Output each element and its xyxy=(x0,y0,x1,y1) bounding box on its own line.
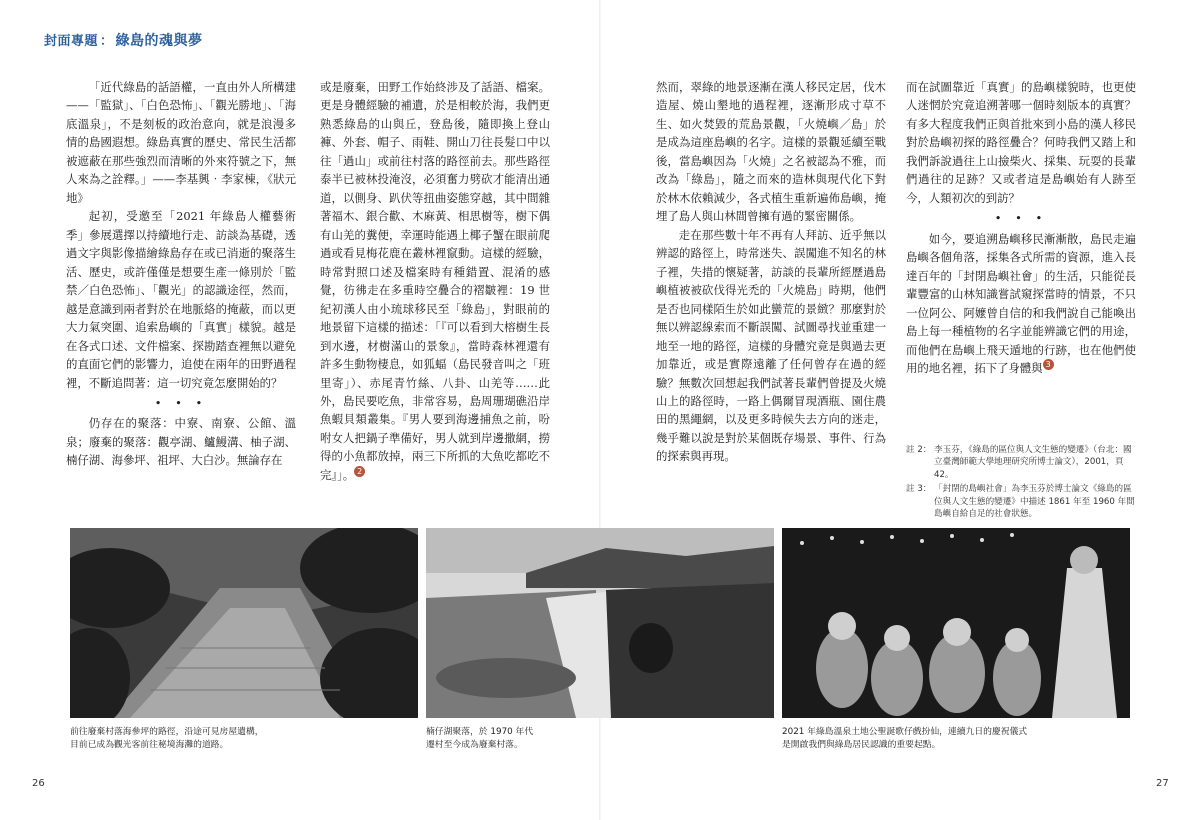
header-separator: ： xyxy=(100,34,114,49)
footnote xyxy=(906,444,1138,481)
photo-forest-path xyxy=(70,528,418,718)
article-title: 綠島的魂與夢 xyxy=(115,33,203,49)
text-column-1 xyxy=(66,78,296,470)
page-number-right: 27 xyxy=(1156,778,1169,789)
paragraph-text: 如今，要追溯島嶼移民漸漸散，島民走遍島嶼各個角落，採集各式所需的資源，進入長達百年的「封閉島嶼社會」的生活，只能從長輩豐富的山林知識嘗試窺探當時的情景，不只一位阿公、阿嬤曾自信的和我們說自己能喚出島上每一種植物的名字並能辨識它們的用途，而他們在島嶼上飛天遁地的行跡，也在他們使用的地名裡，拓下了身體與 xyxy=(906,231,1136,376)
footnote xyxy=(906,483,1138,520)
caption-line: 2021 年綠島溫泉土地公聖誕歌仔戲扮仙，連續九日的慶祝儀式 xyxy=(782,727,1028,737)
footnote-label: 註 3： xyxy=(906,484,932,495)
footnotes xyxy=(906,444,1138,523)
caption-line: 前往廢棄村落海參坪的路徑，沿途可見房屋遺構， xyxy=(70,727,264,737)
paragraph: 「近代綠島的話語權，一直由外人所構建 ——「監獄」、「白色恐怖」、「觀光勝地」、「海底溫泉」，不是刻板的政治意向，就是浪漫多情的島國遐想。綠島真實的歷史、常民生活都被遮蔽在那些強烈而清晰的外來符號之下，無人來為之詮釋。」——李基興‧李家棟，《狀元地》 xyxy=(66,80,296,205)
caption-line: 是開啟我們與綠島居民認識的重要起點。 xyxy=(782,740,941,751)
section-header xyxy=(44,30,203,50)
text-column-3 xyxy=(656,78,886,466)
paragraph xyxy=(906,230,1136,378)
paragraph: 然而，翠綠的地景逐漸在漢人移民定居，伐木造屋、燒山墾地的過程裡，逐漸形成寸草不生、如火焚毀的荒島景觀，「火燒嶼／島」於是成為這座島嶼的名字。這樣的景觀延續至戰後，當島嶼因為「火燒」之名被認為不雅，而改為「綠島」，隨之而來的造林與現代化下對於林木依賴減少，各式植生重新遍佈島嶼，掩埋了島人與山林間曾擁有過的緊密關係。 xyxy=(656,80,886,224)
section-label: 封面專題 xyxy=(44,34,99,49)
section-break: • • • xyxy=(994,211,1048,226)
page-number-left: 26 xyxy=(32,778,45,789)
caption-line: 目前已成為觀光客前往秘境海灘的道路。 xyxy=(70,740,229,751)
photo-temple-festival xyxy=(782,528,1130,718)
paragraph xyxy=(320,78,550,484)
footnote-marker[interactable]: 2 xyxy=(354,466,365,477)
footnote-text: 李玉芬，《綠島的區位與人文生態的變遷》（台北：國立臺灣師範大學地理研究所博士論文），2001，頁 42。 xyxy=(934,445,1132,480)
paragraph: 而在試圖靠近「真實」的島嶼樣貌時，也更使人迷惘於究竟追溯著哪一個時刻版本的真實？有多大程度我們正與首批來到小島的漢人移民對於島嶼初探的路徑疊合？何時我們又踏上和我們訴說過往上山撿柴火、採集、玩耍的長輩們過往的足跡？又或者這是島嶼始有人跡至今，人類初次的到訪？ xyxy=(906,80,1136,205)
paragraph: 走在那些數十年不再有人拜訪、近乎無以辨認的路徑上，時常迷失、誤闖進不知名的林子裡，失措的懷疑著，訪談的長輩所經歷過島嶼植被被砍伐得光禿的「火燒島」時期，他們是否也同樣陌生於如此蠻荒的景緻？那麼對於無以辨認線索而不斷誤闖、試圖尋找並重建一地至一地的路徑，這樣的身體究竟是與過去更加靠近，或是實際遠離了任何曾存在過的經驗？無數次回想起我們試著長輩們曾提及火燒山上的路徑時，一路上偶爾冒現酒瓶、園住農田的黑繩網，以及更多時候失去方向的迷走，幾乎難以說是對於某個既存場景、事件、行為的探索與再現。 xyxy=(656,227,886,464)
photo-caption xyxy=(426,726,774,752)
section-break: • • • xyxy=(154,395,208,410)
paragraph-text: 或是廢棄，田野工作始終涉及了話語、檔案。更是身體經驗的補遺，於是相較於海，我們更熟悉綠島的山與丘，登島後，隨即換上登山褲、外套、帽子、雨鞋、開山刀往長髮口中以往「過山」或前往村落的路徑前去。那些路徑泰半已被林投淹沒，必須奮力劈砍才能清出通道，以側身、趴伏等扭曲姿態穿越，其中間雜著福木、銀合歡、木麻黃、相思樹等，樹下偶有山羌的糞便，幸運時能遇上椰子蟹在眼前爬過或看見梅花鹿在叢林裡竄動。這樣的經驗，時常對照口述及檔案時有種錯置、混淆的感覺，彷彿走在多重時空疊合的褶皺裡：19 世紀初漢人由小琉球移民至「綠島」，對眼前的地景留下這樣的描述：「『可以看到大榕樹生長到水邊，材樹滿山的景象』，當時森林裡還有許多生動物棲息，如狐蝠（島民發音叫之「班里寄」）、赤尾青竹絲、八卦、山羌等……此外，島民要吃魚，非常容易，島周珊瑚礁沿岸魚蝦貝類叢集。『男人要到海邊捕魚之前，吩咐女人把鍋子準備好，男人就到岸邊撒網，撈得的小魚都放掉，兩三下所抓的大魚吃都吃不完』」。 xyxy=(320,80,550,482)
footnote-marker[interactable]: 3 xyxy=(1043,359,1054,370)
text-column-4 xyxy=(906,78,1136,378)
paragraph: 仍存在的聚落：中寮、南寮、公館、溫泉；廢棄的聚落：觀亭湖、鱸鰻溝、柚子湖、楠仔湖、海參坪、祖坪、大白沙。無論存在 xyxy=(66,416,296,468)
text-column-2 xyxy=(320,78,550,484)
caption-line: 遷村至今成為廢棄村落。 xyxy=(426,740,523,751)
photo-caption xyxy=(782,726,1130,752)
footnote-label: 註 2： xyxy=(906,445,932,455)
photo-caption xyxy=(70,726,418,752)
caption-line: 楠仔湖聚落，於 1970 年代 xyxy=(426,727,534,737)
footnote-text: 「封閉的島嶼社會」為李玉芬於博士論文《綠島的區位與人文生態的變遷》中描述 1861 年至 1960 年間島嶼自給自足的社會狀態。 xyxy=(934,484,1135,520)
paragraph: 起初，受邀至「2021 年綠島人權藝術季」參展選擇以持續地行走、訪談為基礎，透過文字與影像描繪綠島存在或已消逝的聚落生活、歷史，或許僅僅是想要生產一條別於「監禁／白色恐怖」、「觀光」的認識途徑，然而，越是意識到兩者對於在地脈絡的掩蔽，而以更大力氣突圍、追索島嶼的「真實」樣貌。越是在各式口述、文件檔案、探勘踏查裡無以避免的直面它們的影響力，追使在兩年的田野過程裡，不斷追問著：這一切究竟怎麼開始的？ xyxy=(66,209,296,390)
photo-coastline xyxy=(426,528,774,718)
